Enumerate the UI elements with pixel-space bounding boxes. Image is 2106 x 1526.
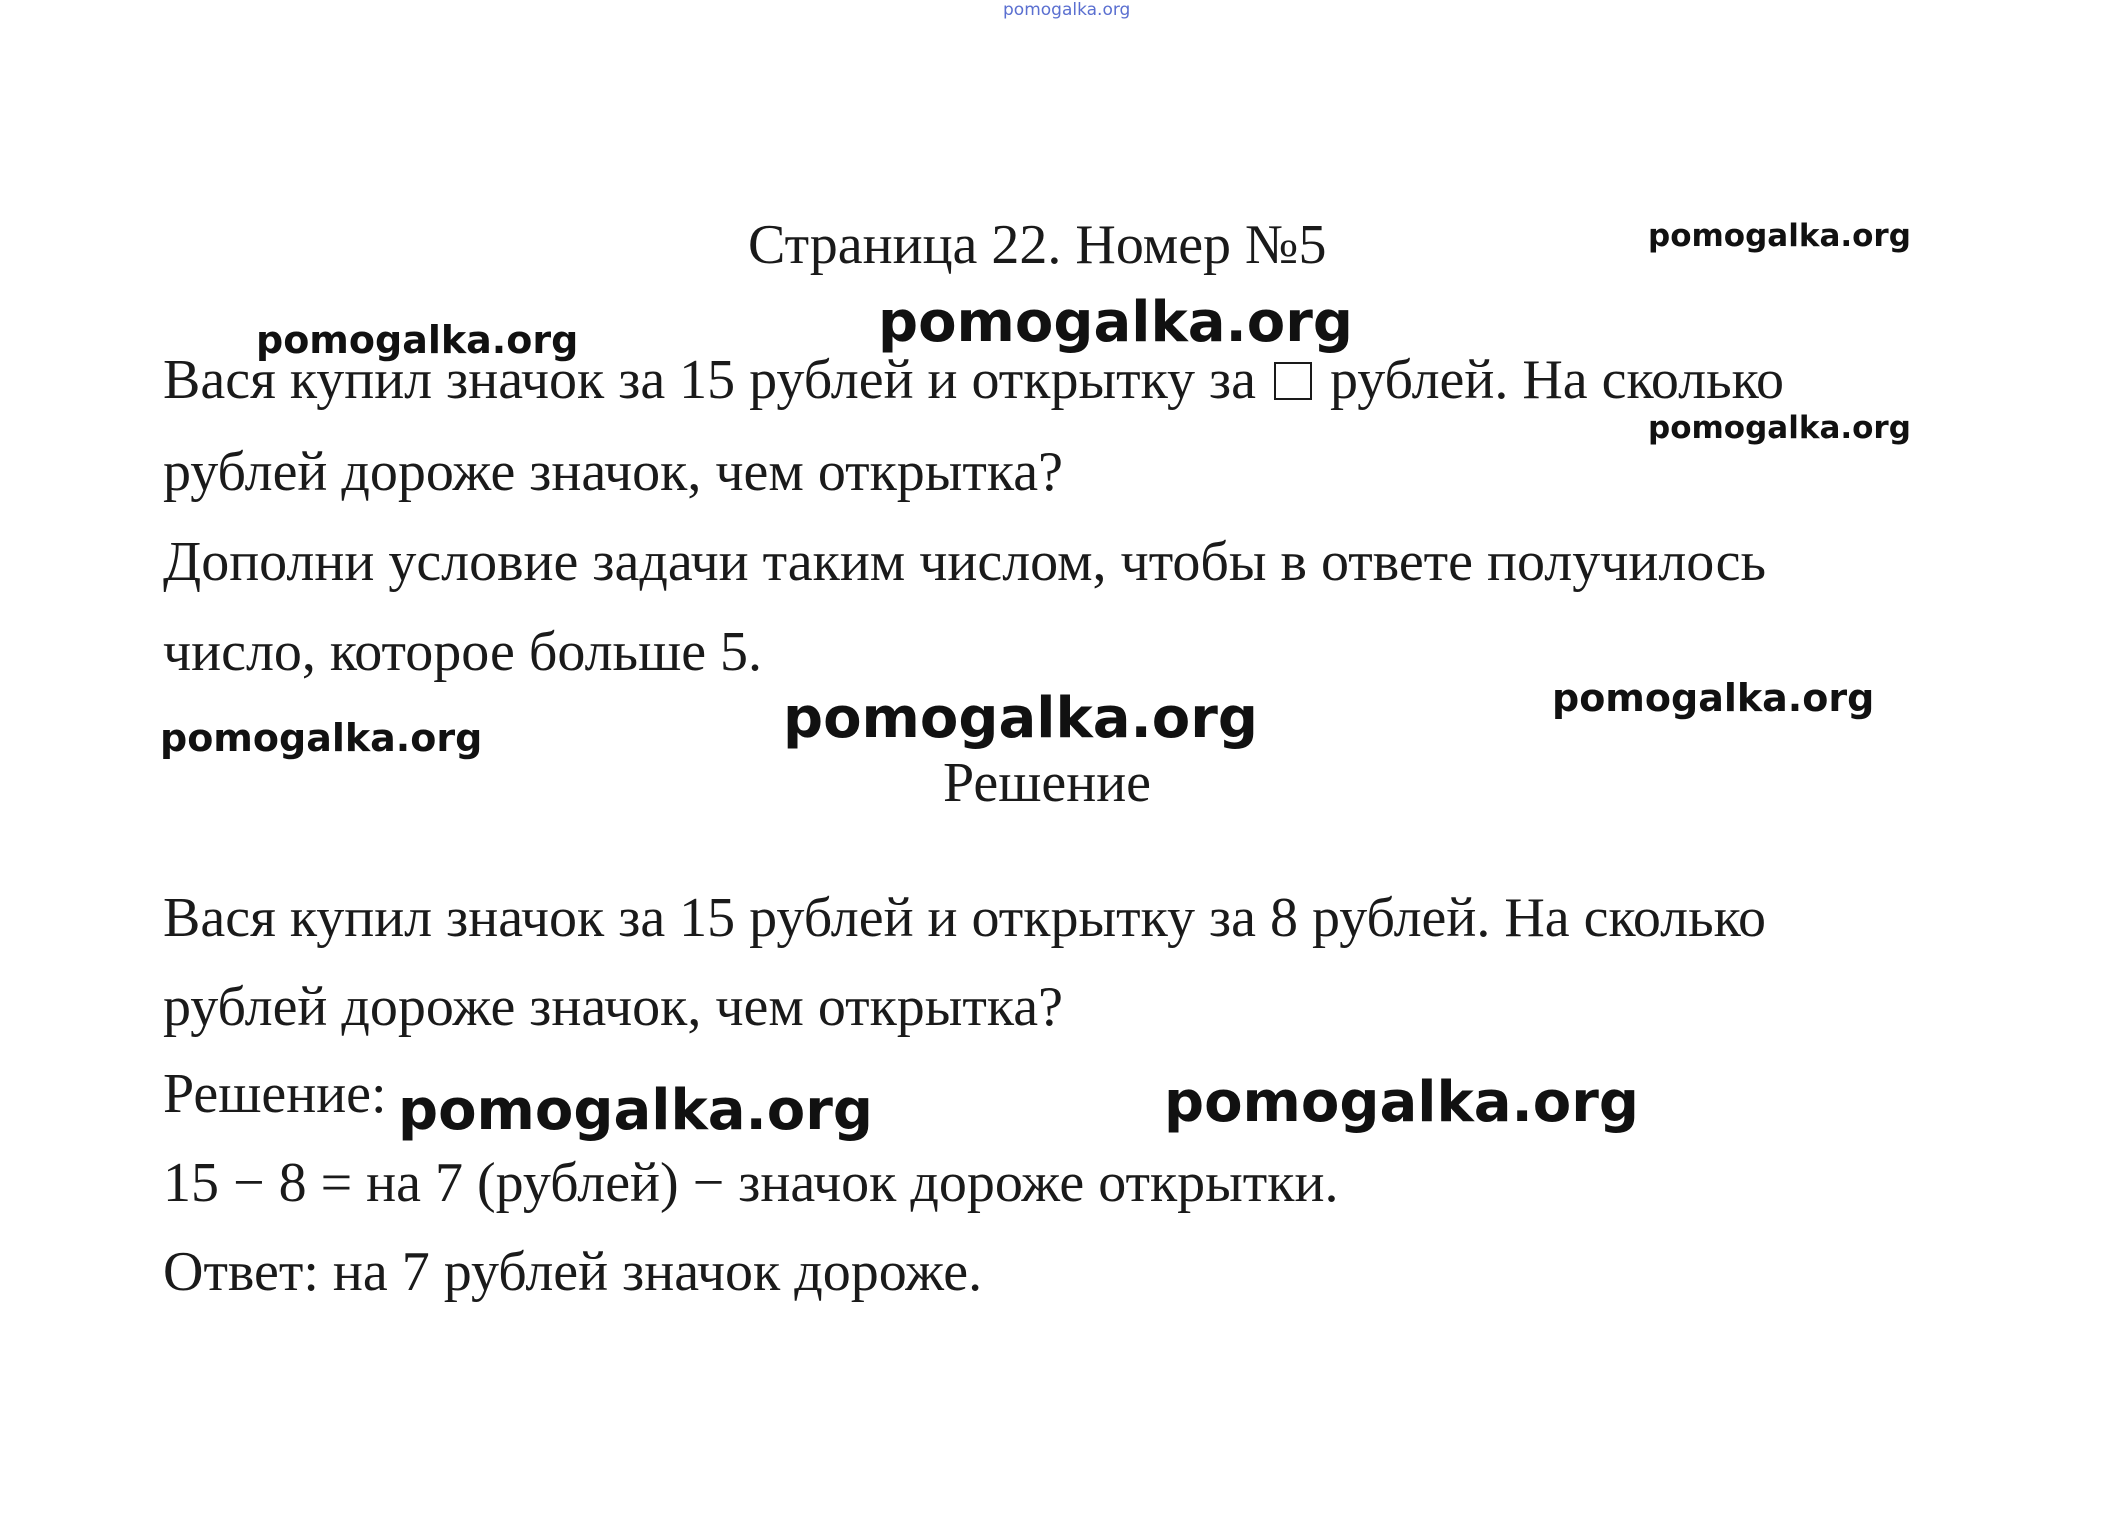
solution-calculation: 15 − 8 = на 7 (рублей) − значок дороже открытки.	[163, 1152, 1339, 1214]
solution-problem-line-2: рублей дороже значок, чем открытка?	[163, 976, 1063, 1038]
problem-line-2: рублей дороже значок, чем открытка?	[163, 441, 1063, 503]
solution-problem-line-1: Вася купил значок за 15 рублей и открытку за 8 рублей. На сколько	[163, 887, 1766, 949]
watermark: pomogalka.org	[1164, 1070, 1639, 1135]
watermark: pomogalka.org	[398, 1078, 873, 1143]
solution-answer: Ответ: на 7 рублей значок дороже.	[163, 1241, 983, 1303]
solution-heading: Решение	[943, 752, 1152, 814]
watermark: pomogalka.org	[878, 290, 1353, 355]
watermark: pomogalka.org	[256, 318, 579, 362]
watermark: pomogalka.org	[1648, 218, 1911, 254]
watermark: pomogalka.org	[1552, 676, 1875, 720]
page-title: Страница 22. Номер №5	[748, 214, 1327, 276]
watermark: pomogalka.org	[160, 716, 483, 760]
site-link[interactable]: pomogalka.org	[1003, 0, 1131, 20]
empty-box-icon	[1274, 362, 1312, 400]
instruction-line-2: число, которое больше 5.	[163, 621, 763, 683]
problem-text-before-box: Вася купил значок за 15 рублей и открытку за	[163, 349, 1256, 411]
watermark: pomogalka.org	[783, 686, 1258, 751]
instruction-line-1: Дополни условие задачи таким числом, чтобы в ответе получилось	[163, 531, 1767, 593]
watermark: pomogalka.org	[1648, 410, 1911, 446]
solution-label: Решение:	[163, 1063, 387, 1125]
problem-text-after-box: рублей. На сколько	[1329, 349, 1784, 411]
